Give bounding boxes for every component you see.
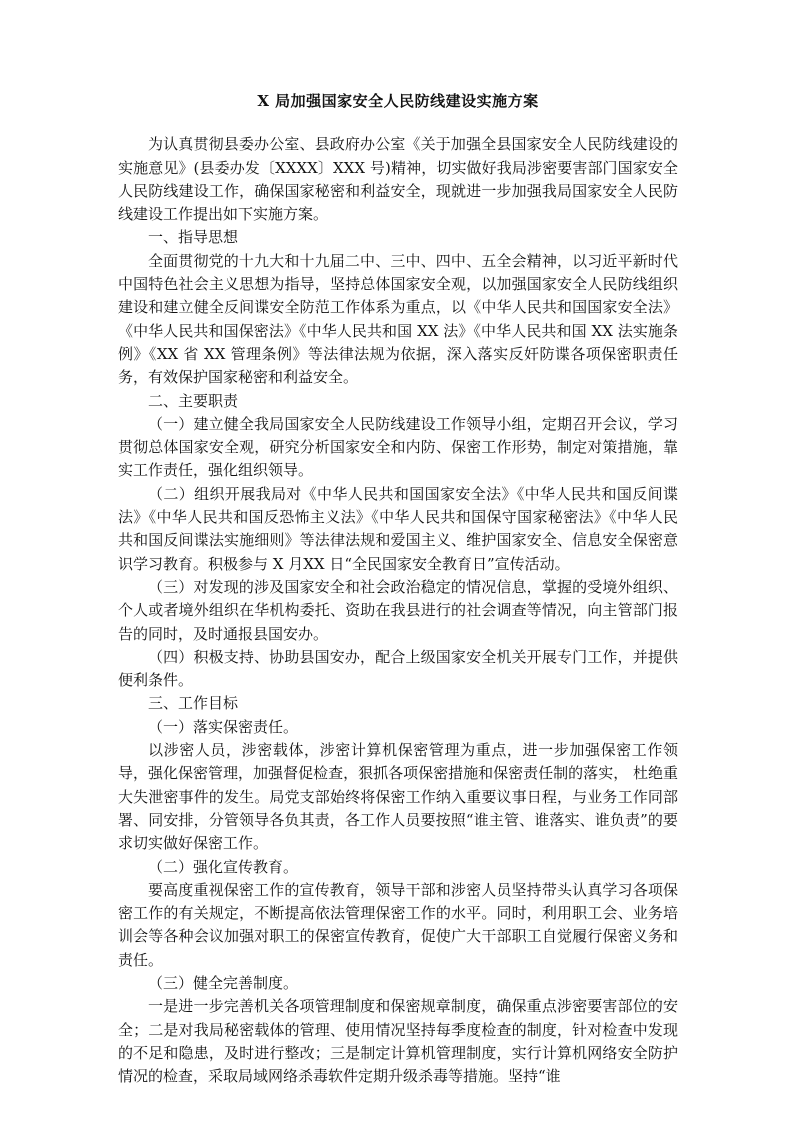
intro-paragraph: 为认真贯彻县委办公室、县政府办公室《关于加强全县国家安全人民防线建设的实施意见》(县委办发〔XXXX〕XXX 号)精神，切实做好我局涉密要害部门国家安全人民防线建设工作，确保国家秘密和利益安全，现就进一步加强我局国家安全人民防线建设工作提出如下实施方案。 (118, 135, 678, 224)
goal-paragraph-2: 要高度重视保密工作的宣传教育，领导干部和涉密人员坚持带头认真学习各项保密工作的有关规定，不断提高依法管理保密工作的水平。同时，利用职工会、业务培训会等各种会议加强对职工的保密宣传教育，促使广大干部职工自觉履行保密义务和责任。 (118, 880, 678, 969)
goal-paragraph-3: 一是进一步完善机关各项管理制度和保密规章制度，确保重点涉密要害部位的安全；二是对我局秘密载体的管理、使用情况坚持每季度检查的制度，针对检查中发现的不足和隐患，及时进行整改；三是制定计算机管理制度，实行计算机网络安全防护情况的检查，采取局域网络杀毒软件定期升级杀毒等措施。坚持“谁 (118, 997, 678, 1086)
duty-item-3: （三）对发现的涉及国家安全和社会政治稳定的情况信息，掌握的受境外组织、个人或者境外组织在华机构委托、资助在我县进行的社会调查等情况，向主管部门报告的同时，及时通报县国安办。 (118, 577, 678, 643)
section-heading-main-duties: 二、主要职责 (148, 391, 239, 410)
goal-heading-1: （一）落实保密责任。 (148, 717, 299, 736)
document-page (118, 90, 678, 1088)
duty-item-4: （四）积极支持、协助县国安办，配合上级国家安全机关开展专门工作，并提供便利条件。 (118, 647, 678, 690)
section-heading-guiding-ideology: 一、指导思想 (148, 228, 239, 247)
duty-item-2: （二）组织开展我局对《中华人民共和国国家安全法》《中华人民共和国反间谍法》《中华人民共和国反恐怖主义法》《中华人民共和国保守国家秘密法》《中华人民共和国反间谍法实施细则》等法律法规和爱国主义、维护国家安全、信息安全保密意识学习教育。积极参与 X 月XX 日“全民国家安全教育日”宣传活动。 (118, 484, 678, 573)
goal-heading-2: （二）强化宣传教育。 (148, 857, 299, 876)
duty-item-1: （一）建立健全我局国家安全人民防线建设工作领导小组，定期召开会议，学习贯彻总体国家安全观，研究分析国家安全和内防、保密工作形势，制定对策措施，靠实工作责任，强化组织领导。 (118, 414, 678, 480)
goal-heading-3: （三）健全完善制度。 (148, 973, 299, 992)
document-title: X 局加强国家安全人民防线建设实施方案 (257, 92, 539, 110)
guiding-ideology-paragraph: 全面贯彻党的十九大和十九届二中、三中、四中、五全会精神，以习近平新时代中国特色社会主义思想为指导，坚持总体国家安全观，以加强国家安全人民防线组织建设和建立健全反间谍安全防范工作体系为重点，以《中华人民共和国国家安全法》《中华人民共和国保密法》《中华人民共和国 XX 法》《中华人民共和国 XX 法实施条例》《XX 省 XX 管理条例》等法律法规为依据，深入落实反奸防谍各项保密职责任务，有效保护国家秘密和利益安全。 (118, 251, 678, 387)
goal-paragraph-1: 以涉密人员，涉密载体，涉密计算机保密管理为重点，进一步加强保密工作领导，强化保密管理，加强督促检查，狠抓各项保密措施和保密责任制的落实， 杜绝重大失泄密事件的发生。局党支部始终将保密工作纳入重要议事日程，与业务工作同部署、同安排，分管领导各负其责，各工作人员要按照“谁主管、谁落实、谁负责”的要求切实做好保密工作。 (118, 741, 678, 853)
section-heading-work-goals: 三、工作目标 (148, 694, 239, 713)
